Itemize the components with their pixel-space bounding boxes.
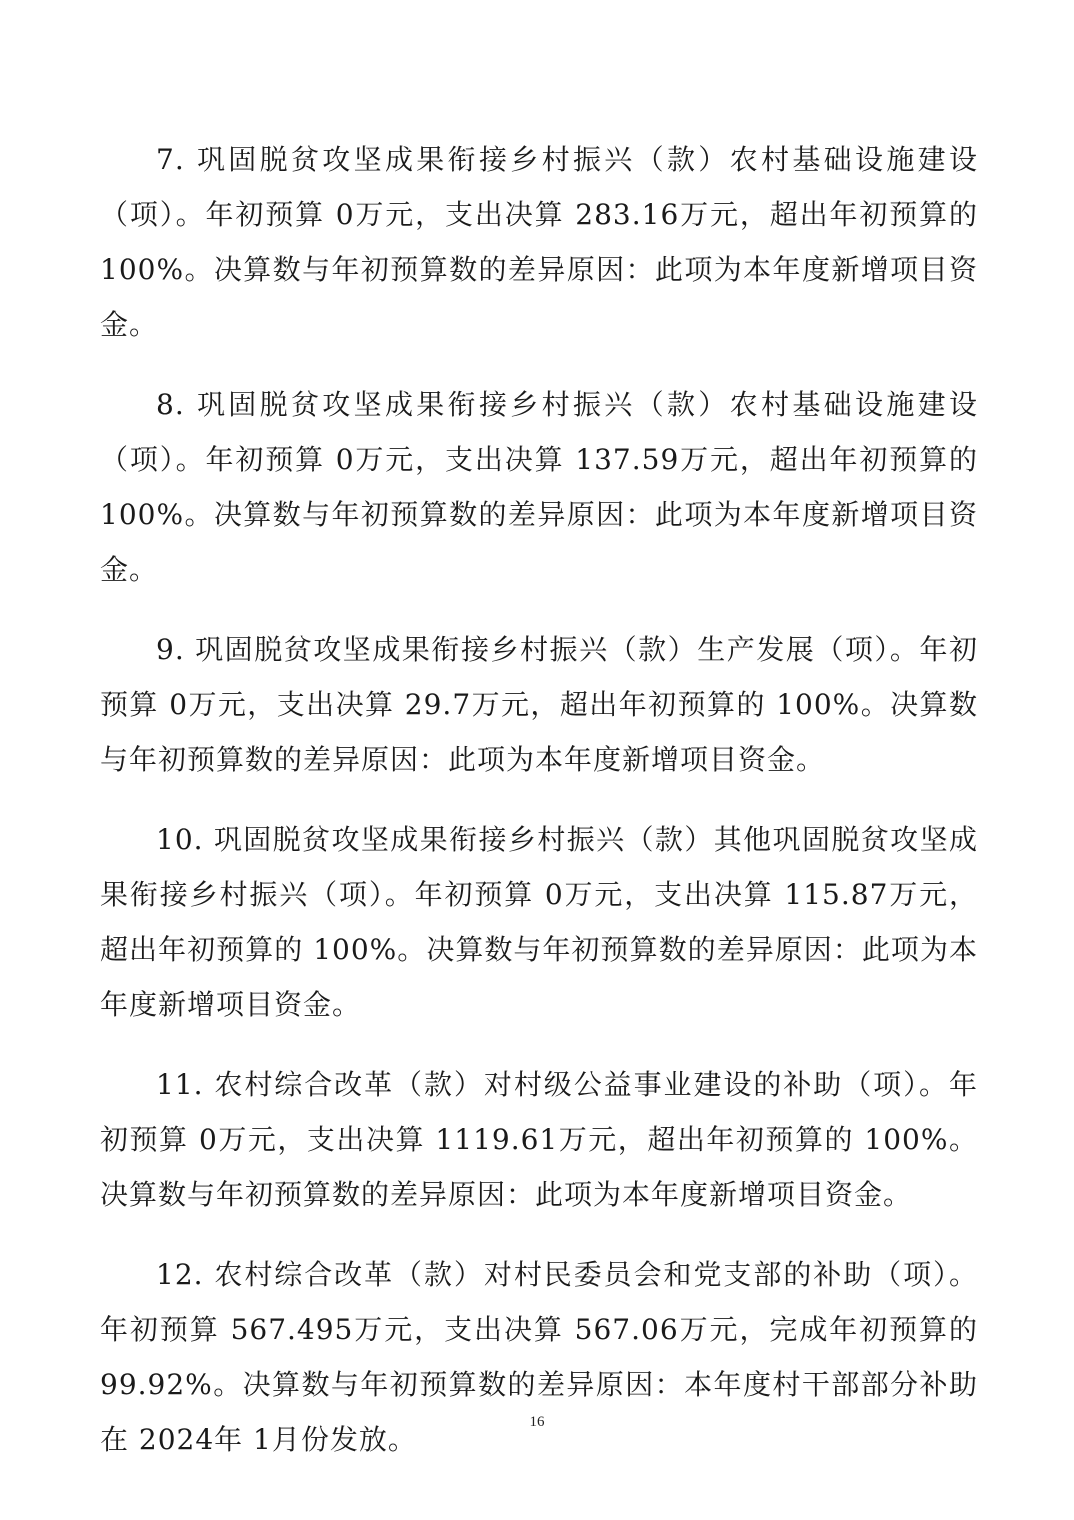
paragraph-item-12: 12. 农村综合改革（款）对村民委员会和党支部的补助（项）。年初预算 567.495万元，支出决算 567.06万元，完成年初预算的 99.92%。决算数与年初预算数的差异原因：本年度村干部部分补助在 2024年 1月份发放。: [100, 1258, 978, 1456]
paragraph-item-7: 7. 巩固脱贫攻坚成果衔接乡村振兴（款）农村基础设施建设（项）。年初预算 0万元，支出决算 283.16万元，超出年初预算的 100%。决算数与年初预算数的差异原因：此项为本年度新增项目资金。: [100, 143, 978, 341]
page-number: 16: [529, 1414, 545, 1430]
paragraph-item-11: 11. 农村综合改革（款）对村级公益事业建设的补助（项）。年初预算 0万元，支出决算 1119.61万元，超出年初预算的 100%。决算数与年初预算数的差异原因：此项为本年度新增项目资金。: [100, 1068, 978, 1211]
paragraph-item-10: 10. 巩固脱贫攻坚成果衔接乡村振兴（款）其他巩固脱贫攻坚成果衔接乡村振兴（项）。年初预算 0万元，支出决算 115.87万元，超出年初预算的 100%。决算数与年初预算数的差异原因：此项为本年度新增项目资金。: [100, 823, 978, 1021]
paragraph-item-8: 8. 巩固脱贫攻坚成果衔接乡村振兴（款）农村基础设施建设（项）。年初预算 0万元，支出决算 137.59万元，超出年初预算的 100%。决算数与年初预算数的差异原因：此项为本年度新增项目资金。: [100, 388, 978, 586]
document-body: [100, 132, 978, 1492]
paragraph-item-9: 9. 巩固脱贫攻坚成果衔接乡村振兴（款）生产发展（项）。年初预算 0万元，支出决算 29.7万元，超出年初预算的 100%。决算数与年初预算数的差异原因：此项为本年度新增项目资金。: [100, 633, 978, 776]
